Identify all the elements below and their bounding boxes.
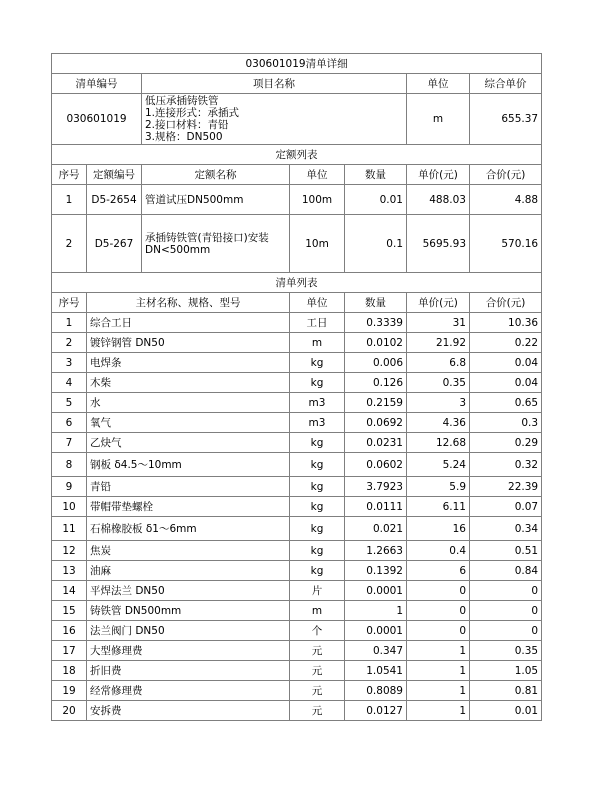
quota-total: 4.88: [470, 185, 542, 215]
list-total: 0.04: [470, 373, 542, 393]
list-price: 0: [407, 601, 470, 621]
list-row: [52, 681, 542, 701]
list-row: [52, 433, 542, 453]
list-unit: 工日: [290, 313, 345, 333]
quota-row: [52, 215, 542, 273]
item-unit: m: [407, 94, 470, 145]
list-row: [52, 333, 542, 353]
quota-qty: 0.01: [345, 185, 407, 215]
bill-detail-table: [51, 53, 542, 721]
list-qty: 0.2159: [345, 393, 407, 413]
list-qty: 0.0102: [345, 333, 407, 353]
list-no: 16: [52, 621, 87, 641]
list-qty: 1: [345, 601, 407, 621]
list-price: 3: [407, 393, 470, 413]
item-name-line-4: 3.规格：DN500: [145, 131, 223, 143]
list-unit: kg: [290, 373, 345, 393]
list-unit: m: [290, 333, 345, 353]
list-name: 综合工日: [87, 313, 290, 333]
list-price: 1: [407, 701, 470, 721]
list-unit: kg: [290, 541, 345, 561]
quota-total: 570.16: [470, 215, 542, 273]
list-total: 0.84: [470, 561, 542, 581]
list-total: 1.05: [470, 661, 542, 681]
quota-name: 承插铸铁管(青铅接口)安装DN<500mm: [142, 215, 290, 273]
list-no: 5: [52, 393, 87, 413]
list-row: [52, 477, 542, 497]
list-no: 9: [52, 477, 87, 497]
list-qty: 1.2663: [345, 541, 407, 561]
list-unit: m3: [290, 393, 345, 413]
list-total: 0.51: [470, 541, 542, 561]
quota-header-qty: 数量: [345, 165, 407, 185]
list-qty: 0.3339: [345, 313, 407, 333]
quota-name: 管道试压DN500mm: [142, 185, 290, 215]
list-row: [52, 313, 542, 333]
list-qty: 0.0231: [345, 433, 407, 453]
list-unit: kg: [290, 453, 345, 477]
list-header-qty: 数量: [345, 293, 407, 313]
list-name: 镀锌钢管 DN50: [87, 333, 290, 353]
list-no: 2: [52, 333, 87, 353]
list-no: 14: [52, 581, 87, 601]
list-price: 1: [407, 661, 470, 681]
list-total: 0.32: [470, 453, 542, 477]
list-price: 0.4: [407, 541, 470, 561]
list-price: 1: [407, 641, 470, 661]
list-row: [52, 413, 542, 433]
header-unit: 单位: [407, 74, 470, 94]
list-qty: 0.0692: [345, 413, 407, 433]
table-title: 030601019清单详细: [52, 54, 542, 74]
list-header-row: [52, 293, 542, 313]
title-row: [52, 54, 542, 74]
list-name: 安拆费: [87, 701, 290, 721]
list-qty: 1.0541: [345, 661, 407, 681]
list-no: 20: [52, 701, 87, 721]
list-total: 0.22: [470, 333, 542, 353]
item-price: 655.37: [470, 94, 542, 145]
list-unit: 元: [290, 661, 345, 681]
list-name: 氧气: [87, 413, 290, 433]
list-unit: kg: [290, 353, 345, 373]
list-header-no: 序号: [52, 293, 87, 313]
list-qty: 0.006: [345, 353, 407, 373]
list-price: 4.36: [407, 413, 470, 433]
list-name: 石棉橡胶板 δ1～6mm: [87, 517, 290, 541]
list-price: 5.24: [407, 453, 470, 477]
list-price: 0: [407, 581, 470, 601]
list-price: 6: [407, 561, 470, 581]
item-row: [52, 94, 542, 145]
quota-header-name: 定额名称: [142, 165, 290, 185]
list-total: 0.81: [470, 681, 542, 701]
list-unit: kg: [290, 497, 345, 517]
list-row: [52, 353, 542, 373]
list-unit: 元: [290, 681, 345, 701]
list-total: 10.36: [470, 313, 542, 333]
list-row: [52, 541, 542, 561]
quota-price: 488.03: [407, 185, 470, 215]
list-qty: 0.1392: [345, 561, 407, 581]
list-name: 折旧费: [87, 661, 290, 681]
list-no: 10: [52, 497, 87, 517]
quota-header-unit: 单位: [290, 165, 345, 185]
list-row: [52, 393, 542, 413]
list-row: [52, 621, 542, 641]
list-total: 0.65: [470, 393, 542, 413]
quota-code: D5-2654: [87, 185, 142, 215]
list-price: 6.8: [407, 353, 470, 373]
list-name: 大型修理费: [87, 641, 290, 661]
list-unit: 片: [290, 581, 345, 601]
list-name: 焦炭: [87, 541, 290, 561]
list-name: 经常修理费: [87, 681, 290, 701]
list-total: 0.35: [470, 641, 542, 661]
header-name: 项目名称: [142, 74, 407, 94]
item-header-row: [52, 74, 542, 94]
list-total: 0.07: [470, 497, 542, 517]
list-total: 0: [470, 581, 542, 601]
list-no: 8: [52, 453, 87, 477]
quota-header-total: 合价(元): [470, 165, 542, 185]
list-unit: kg: [290, 433, 345, 453]
list-price: 5.9: [407, 477, 470, 497]
item-name-line-2: 1.连接形式：承插式: [145, 107, 240, 119]
list-unit: 元: [290, 641, 345, 661]
header-code: 清单编号: [52, 74, 142, 94]
list-header-name: 主材名称、规格、型号: [87, 293, 290, 313]
list-total: 0: [470, 601, 542, 621]
list-row: [52, 641, 542, 661]
list-name: 铸铁管 DN500mm: [87, 601, 290, 621]
list-total: 0.3: [470, 413, 542, 433]
list-qty: 0.0111: [345, 497, 407, 517]
list-no: 15: [52, 601, 87, 621]
list-unit: 个: [290, 621, 345, 641]
list-no: 17: [52, 641, 87, 661]
list-price: 21.92: [407, 333, 470, 353]
quota-unit: 10m: [290, 215, 345, 273]
quota-no: 2: [52, 215, 87, 273]
list-unit: kg: [290, 517, 345, 541]
item-name-line-3: 2.接口材料：青铅: [145, 119, 229, 131]
list-total: 22.39: [470, 477, 542, 497]
quota-unit: 100m: [290, 185, 345, 215]
list-row: [52, 661, 542, 681]
list-name: 油麻: [87, 561, 290, 581]
list-row: [52, 581, 542, 601]
list-header-unit: 单位: [290, 293, 345, 313]
list-name: 平焊法兰 DN50: [87, 581, 290, 601]
list-no: 7: [52, 433, 87, 453]
list-row: [52, 497, 542, 517]
item-name-line-1: 低压承插铸铁管: [145, 95, 219, 107]
list-qty: 0.0001: [345, 621, 407, 641]
quota-code: D5-267: [87, 215, 142, 273]
list-total: 0: [470, 621, 542, 641]
item-code: 030601019: [52, 94, 142, 145]
list-name: 青铅: [87, 477, 290, 497]
quota-price: 5695.93: [407, 215, 470, 273]
list-no: 1: [52, 313, 87, 333]
quota-qty: 0.1: [345, 215, 407, 273]
header-price: 综合单价: [470, 74, 542, 94]
item-name: [142, 94, 407, 145]
list-price: 6.11: [407, 497, 470, 517]
list-name: 钢板 δ4.5～10mm: [87, 453, 290, 477]
list-name: 水: [87, 393, 290, 413]
list-unit: m3: [290, 413, 345, 433]
list-qty: 3.7923: [345, 477, 407, 497]
quota-row: [52, 185, 542, 215]
list-no: 11: [52, 517, 87, 541]
list-price: 0.35: [407, 373, 470, 393]
list-row: [52, 561, 542, 581]
list-row: [52, 517, 542, 541]
list-name: 乙炔气: [87, 433, 290, 453]
list-section-title: 清单列表: [52, 273, 542, 293]
list-row: [52, 453, 542, 477]
list-no: 6: [52, 413, 87, 433]
list-name: 电焊条: [87, 353, 290, 373]
list-qty: 0.0602: [345, 453, 407, 477]
list-header-total: 合价(元): [470, 293, 542, 313]
list-unit: 元: [290, 701, 345, 721]
quota-header-no: 序号: [52, 165, 87, 185]
list-section-title-row: [52, 273, 542, 293]
list-no: 3: [52, 353, 87, 373]
list-qty: 0.347: [345, 641, 407, 661]
list-row: [52, 373, 542, 393]
list-price: 0: [407, 621, 470, 641]
list-row: [52, 601, 542, 621]
quota-header-row: [52, 165, 542, 185]
list-unit: kg: [290, 477, 345, 497]
quota-section-title-row: [52, 145, 542, 165]
list-total: 0.29: [470, 433, 542, 453]
quota-section-title: 定额列表: [52, 145, 542, 165]
list-unit: m: [290, 601, 345, 621]
quota-header-price: 单价(元): [407, 165, 470, 185]
list-name: 木柴: [87, 373, 290, 393]
list-total: 0.01: [470, 701, 542, 721]
list-no: 19: [52, 681, 87, 701]
list-name: 带帽带垫螺栓: [87, 497, 290, 517]
list-total: 0.04: [470, 353, 542, 373]
list-qty: 0.126: [345, 373, 407, 393]
list-no: 18: [52, 661, 87, 681]
list-qty: 0.021: [345, 517, 407, 541]
list-unit: kg: [290, 561, 345, 581]
list-price: 16: [407, 517, 470, 541]
list-qty: 0.0001: [345, 581, 407, 601]
list-qty: 0.8089: [345, 681, 407, 701]
list-no: 4: [52, 373, 87, 393]
quota-header-code: 定额编号: [87, 165, 142, 185]
list-qty: 0.0127: [345, 701, 407, 721]
list-no: 12: [52, 541, 87, 561]
list-row: [52, 701, 542, 721]
list-no: 13: [52, 561, 87, 581]
list-price: 31: [407, 313, 470, 333]
list-name: 法兰阀门 DN50: [87, 621, 290, 641]
list-price: 12.68: [407, 433, 470, 453]
quota-no: 1: [52, 185, 87, 215]
list-price: 1: [407, 681, 470, 701]
list-header-price: 单价(元): [407, 293, 470, 313]
list-total: 0.34: [470, 517, 542, 541]
